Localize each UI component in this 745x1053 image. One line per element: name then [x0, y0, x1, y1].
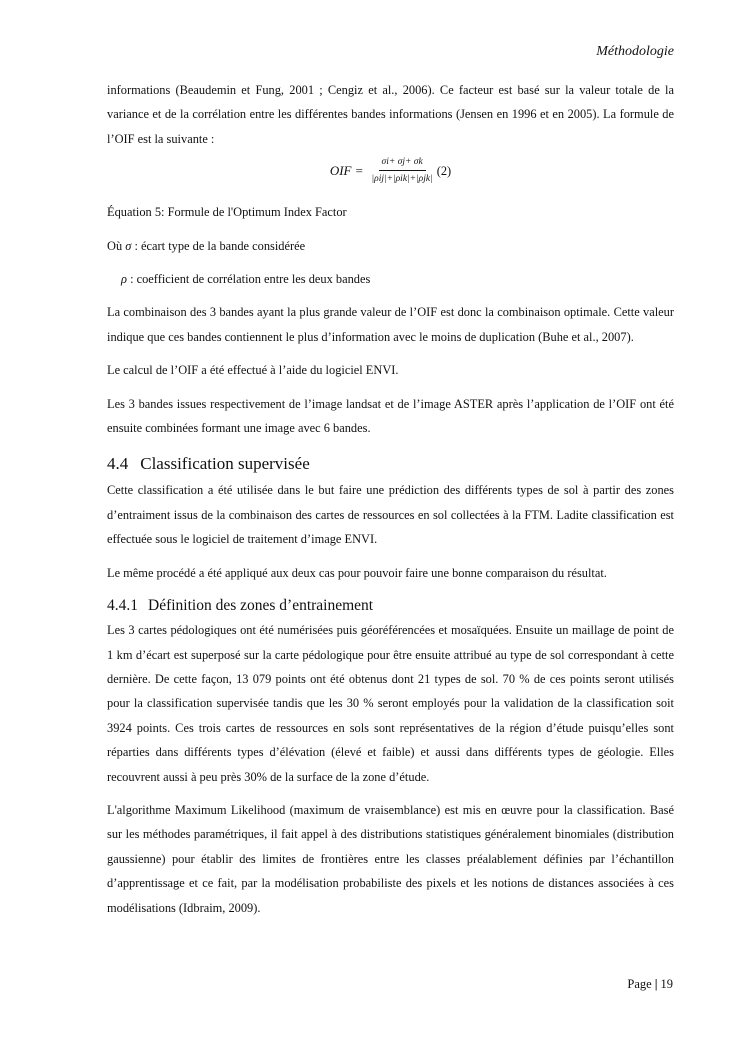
- paragraph-band-combination: Les 3 bandes issues respectivement de l’image landsat et de l’image ASTER après l’application de l’OIF ont été ensuite combinées formant une image avec 6 bandes.: [107, 396, 674, 436]
- paragraph-optimal-combination: La combinaison des 3 bandes ayant la plus grande valeur de l’OIF est donc la combinaison optimale. Cette valeur indique que ces bandes contiennent le plus d’information avec le moins de duplication (Buhe et al., 2007).: [107, 305, 674, 344]
- rho-symbol: ρ: [121, 272, 127, 287]
- section-number: 4.4: [107, 454, 129, 474]
- subsection-title: Définition des zones d’entrainement: [148, 597, 374, 615]
- equation-lhs: OIF =: [329, 163, 364, 179]
- paragraph-same-procedure: Le même procédé a été appliqué aux deux cas pour pouvoir faire une bonne comparaison du résultat.: [107, 565, 607, 580]
- paragraph-envi: Le calcul de l’OIF a été effectué à l’aide du logiciel ENVI.: [107, 363, 399, 378]
- equation-caption: Équation 5: Formule de l'Optimum Index Factor: [107, 205, 347, 220]
- paragraph-classification: Cette classification a été utilisée dans le but faire une prédiction des différents types de sol à partir des zones d’entraiment issus de la combinaison des cartes de ressources en sol collectées à la FTM. Ladite classification est effectuée sous le logiciel de traitement d’image ENVI.: [107, 483, 674, 547]
- equation-numerator: σi+ σj+ σk: [379, 156, 426, 171]
- definition-sigma: [107, 234, 674, 258]
- paragraph-maximum-likelihood: L'algorithme Maximum Likelihood (maximum de vraisemblance) est mis en œuvre pour la classification. Basé sur les méthodes paramétriques, il fait appel à des distributions statistiques généralement binomiales (distribution gaussienne) pour établir des limites de frontières entre les classes préalablement définies par l’échantillon d’apprentissage et ce fait, par la modélisation probabiliste des pixels et les notions de distances associées à ces modélisations (Idbraim, 2009).: [107, 802, 674, 915]
- sigma-definition: : écart type de la bande considérée: [134, 238, 306, 253]
- rho-definition: : coefficient de corrélation entre les deux bandes: [130, 272, 371, 287]
- footer-separator: |: [654, 977, 658, 991]
- page-number: 19: [660, 977, 673, 991]
- sigma-symbol: σ: [125, 238, 132, 253]
- subsection-number: 4.4.1: [107, 597, 138, 615]
- running-header: Méthodologie: [596, 44, 674, 59]
- section-title: Classification supervisée: [140, 454, 310, 474]
- equation-fraction: [372, 156, 433, 186]
- page-body: [107, 78, 674, 929]
- equation-denominator: |ρij|+|ρik|+|ρjk|: [371, 174, 433, 185]
- where-label: Où: [107, 238, 123, 253]
- paragraph-training-zones: Les 3 cartes pédologiques ont été numérisées puis géoréférencées et mosaïquées. Ensuite un maillage de point de 1 km d’écart est superposé sur la carte pédologique pour être ensuite attribué au type de sol correspondant à cette dernière. De cette façon, 13 079 points ont été obtenus dont 21 types de sol. 70 % de ces points seront utilisés pour la classification supervisée tandis que les 30 % seront employés pour la validation de la classification soit 3924 points. Ces trois cartes de ressources en sols sont représentatives de la région d’étude puisqu’elles sont réparties dans différents types d’élévation (élevé et faible) et aussi dans différents types de géologie. Elles recouvrent aussi à peu près 30% de la surface de la zone d’étude.: [107, 623, 674, 784]
- oif-equation: [107, 156, 674, 186]
- equation-number: (2): [436, 164, 452, 179]
- page-footer: [627, 977, 673, 992]
- section-heading-4-4: [107, 452, 674, 476]
- section-heading-4-4-1: [107, 594, 674, 618]
- definition-rho: [121, 267, 674, 291]
- paragraph-oif-intro: informations (Beaudemin et Fung, 2001 ; Cengiz et al., 2006). Ce facteur est basé sur la valeur totale de la variance et de la corrélation entre les différentes bandes informations (Jensen en 1996 et en 2005). La formule de l’OIF est la suivante :: [107, 83, 674, 146]
- page-label: Page: [627, 977, 652, 991]
